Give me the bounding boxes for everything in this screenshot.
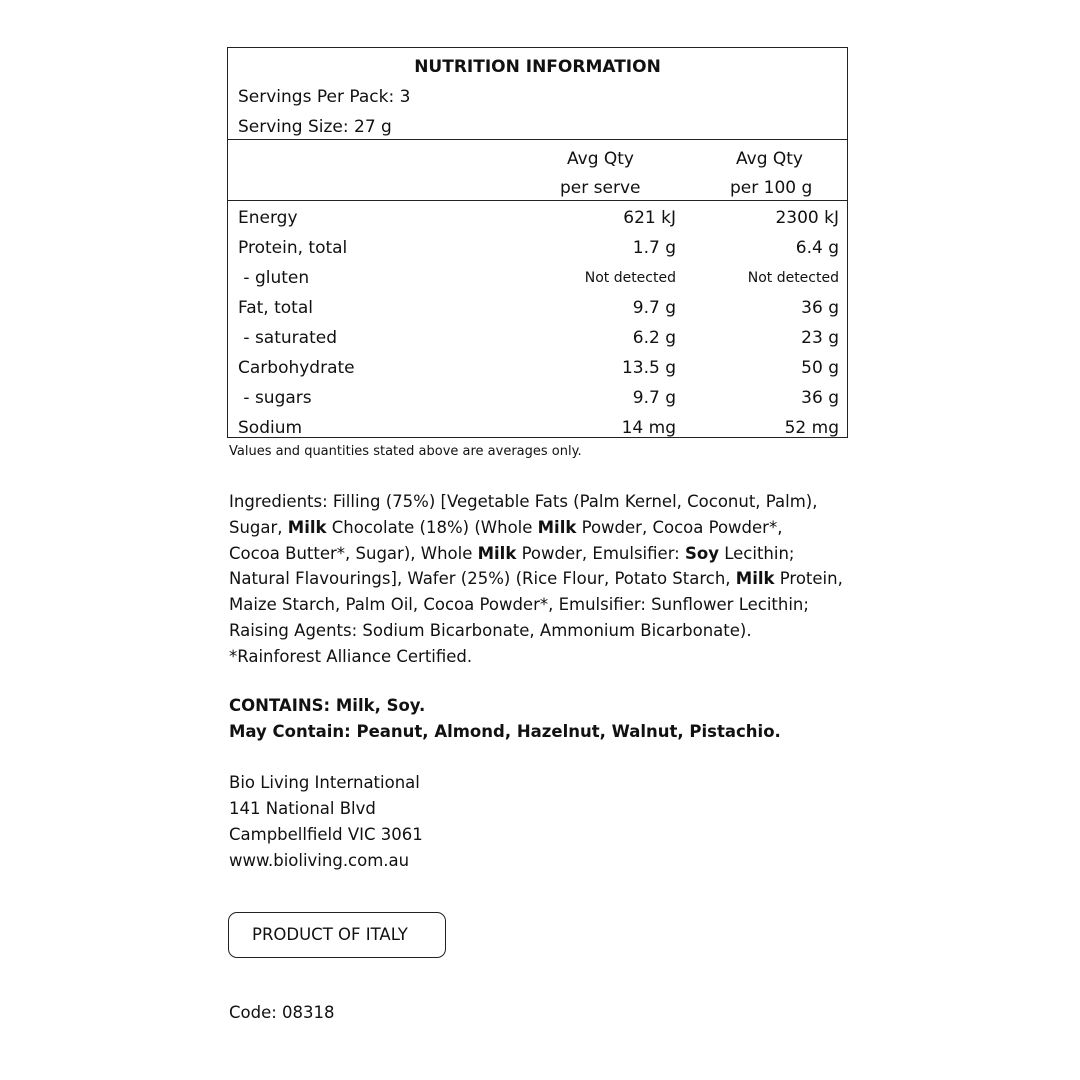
header-divider [228, 139, 847, 140]
nutrient-name: Fat, total [238, 298, 313, 318]
may-contain-statement: May Contain: Peanut, Almond, Hazelnut, Walnut, Pistachio. [229, 722, 781, 741]
per-serve-value: 6.2 g [632, 328, 676, 348]
per-serve-value: Not detected [584, 270, 676, 286]
ingredients-line: *Rainforest Alliance Certified. [229, 646, 473, 666]
per-100g-value: Not detected [747, 270, 839, 286]
allergen-statement [229, 693, 781, 745]
ingredients-line [229, 541, 869, 567]
nutrition-row-energy [228, 203, 847, 233]
ingredients-fragment: Lecithin; [718, 543, 795, 563]
ingredients-fragment: Natural Flavourings], Wafer (25%) (Rice Flour, Potato Starch, [229, 569, 736, 589]
per-100g-value: 52 mg [784, 418, 839, 438]
ingredients-line: Ingredients: Filling (75%) [Vegetable Fats (Palm Kernel, Coconut, Palm), [229, 492, 818, 511]
per-100g-header-line1: Avg Qty [736, 149, 803, 169]
ingredients-line [229, 515, 869, 541]
nutrient-name: - saturated [238, 328, 337, 348]
per-100g-value: 23 g [801, 328, 839, 348]
company-address [229, 770, 423, 874]
nutrition-title: NUTRITION INFORMATION [414, 57, 661, 77]
ingredients-text [229, 489, 869, 670]
allergen-highlight: Milk [537, 517, 577, 537]
per-100g-value: 2300 kJ [775, 208, 839, 228]
nutrition-row-sodium [228, 413, 847, 443]
ingredients-line: Maize Starch, Palm Oil, Cocoa Powder*, Emulsifier: Sunflower Lecithin; [229, 595, 809, 615]
nutrition-row-sugars [228, 383, 847, 413]
nutrient-name: Protein, total [238, 238, 348, 258]
nutrient-name: Sodium [238, 418, 303, 438]
per-serve-value: 14 mg [621, 418, 676, 438]
per-100g-header-line2: per 100 g [730, 178, 813, 198]
per-serve-value: 1.7 g [632, 238, 676, 258]
rows-divider [228, 200, 847, 201]
city-address: Campbellfield VIC 3061 [229, 825, 423, 844]
allergen-highlight: Soy [685, 543, 719, 563]
website: www.bioliving.com.au [229, 851, 410, 870]
ingredients-fragment: Chocolate (18%) (Whole [326, 517, 538, 537]
ingredients-fragment: Protein, [774, 569, 843, 589]
nutrition-footnote: Values and quantities stated above are averages only. [229, 444, 582, 459]
per-100g-value: 50 g [801, 358, 839, 378]
per-serve-value: 13.5 g [621, 358, 676, 378]
per-serve-value: 621 kJ [623, 208, 676, 228]
ingredients-fragment: Powder, Cocoa Powder*, [576, 517, 783, 537]
per-serve-header-line1: Avg Qty [567, 149, 634, 169]
nutrition-row-protein [228, 233, 847, 263]
servings-per-pack: Servings Per Pack: 3 [238, 87, 411, 107]
contains-statement: CONTAINS: Milk, Soy. [229, 696, 426, 715]
country-of-origin-badge: PRODUCT OF ITALY [228, 912, 446, 958]
per-100g-value: 36 g [801, 388, 839, 408]
ingredients-line [229, 566, 869, 592]
nutrition-row-saturated [228, 323, 847, 353]
per-serve-header-line2: per serve [560, 178, 641, 198]
street-address: 141 National Blvd [229, 799, 376, 818]
product-code: Code: 08318 [229, 1003, 335, 1022]
serving-size: Serving Size: 27 g [238, 117, 392, 137]
per-100g-value: 36 g [801, 298, 839, 318]
nutrient-name: - gluten [238, 268, 310, 288]
nutrition-row-carbohydrate [228, 353, 847, 383]
nutrient-name: Carbohydrate [238, 358, 355, 378]
nutrition-row-fat [228, 293, 847, 323]
allergen-highlight: Milk [477, 543, 517, 563]
per-serve-value: 9.7 g [632, 298, 676, 318]
nutrient-name: Energy [238, 208, 298, 228]
per-serve-value: 9.7 g [632, 388, 676, 408]
allergen-highlight: Milk [287, 517, 327, 537]
ingredients-fragment: Sugar, [229, 517, 288, 537]
nutrient-name: - sugars [238, 388, 312, 408]
ingredients-fragment: Powder, Emulsifier: [516, 543, 685, 563]
nutrition-panel [227, 47, 848, 438]
ingredients-line: Raising Agents: Sodium Bicarbonate, Ammonium Bicarbonate). [229, 620, 752, 640]
allergen-highlight: Milk [735, 569, 775, 589]
nutrition-row-gluten [228, 263, 847, 293]
company-name: Bio Living International [229, 773, 420, 792]
per-100g-value: 6.4 g [795, 238, 839, 258]
ingredients-fragment: Cocoa Butter*, Sugar), Whole [229, 543, 478, 563]
